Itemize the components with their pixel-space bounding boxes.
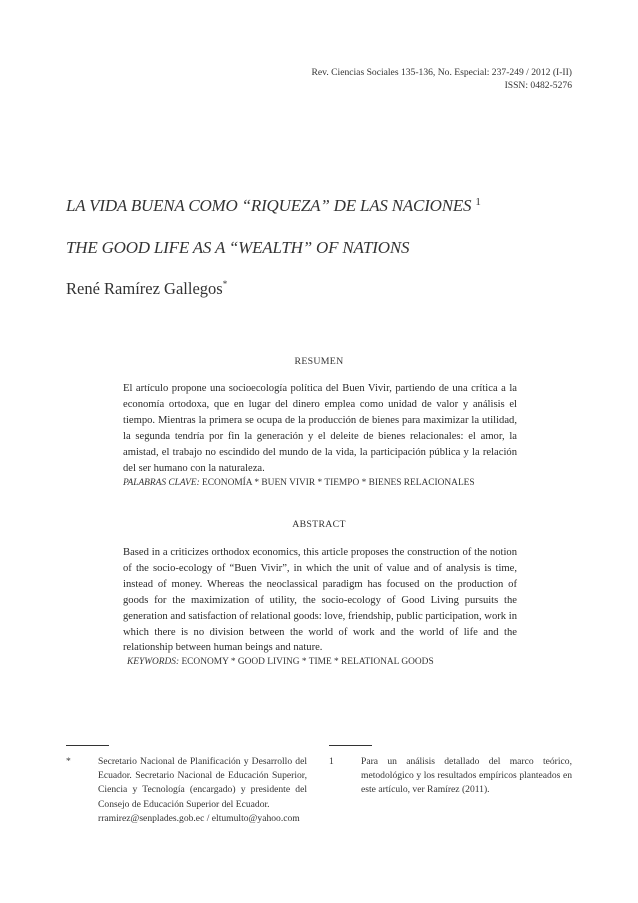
author-footnote-ref[interactable]: * — [222, 279, 228, 289]
journal-header — [312, 66, 572, 92]
author-name-text: René Ramírez Gallegos — [66, 279, 223, 298]
footnote-1 — [329, 755, 572, 798]
journal-citation: Rev. Ciencias Sociales 135-136, No. Especial: 237-249 / 2012 (I-II) — [311, 67, 572, 78]
footnote-author-text: Secretario Nacional de Planificación y Desarrollo del Ecuador. Secretario Nacional de Educación Superior, Ciencia y Tecnología (encargado) y presidente del Consejo de Educación Superior del Ecuador. — [98, 756, 307, 810]
palabras-clave — [123, 478, 475, 488]
abstract-heading: ABSTRACT — [292, 519, 346, 530]
footnote-author — [66, 755, 307, 826]
author-name — [66, 279, 227, 299]
footnote-email[interactable]: rramirez@senplades.gob.ec / eltumulto@yahoo.com — [98, 812, 300, 824]
keywords-label: KEYWORDS: — [127, 657, 180, 667]
title-spanish — [66, 196, 481, 216]
footnote-divider-right — [329, 745, 372, 746]
footnote-1-text: Para un análisis detallado del marco teórico, metodológico y los resultados empíricos planteados en este artículo, ver Ramírez (2011). — [361, 756, 572, 796]
footnote-divider-left — [66, 745, 109, 746]
palabras-clave-values: ECONOMÍA * BUEN VIVIR * TIEMPO * BIENES RELACIONALES — [202, 478, 475, 488]
title-spanish-text: LA VIDA BUENA COMO “RIQUEZA” DE LAS NACIONES — [66, 196, 472, 215]
palabras-clave-label: PALABRAS CLAVE: — [123, 478, 200, 488]
title-english: THE GOOD LIFE AS A “WEALTH” OF NATIONS — [66, 238, 410, 257]
abstract-text: Based in a criticizes orthodox economics, this article proposes the construction of the notion of the socio-ecology of “Buen Vivir”, in which the unit of value and of analysis is time, instead of money. Whereas the neoclassical paradigm has focused on the production of goods for the maximization of utility, the socio-ecology of Good Living pursuits the generation and satisfaction of relational goods: love, friendship, public participation, work in which there is no division between the world of work and the world of life and the relationship between human beings and nature. — [123, 547, 517, 654]
footnote-mark: * — [66, 756, 71, 767]
keywords-values: ECONOMY * GOOD LIVING * TIME * RELATIONAL GOODS — [181, 657, 434, 667]
journal-issn: ISSN: 0482-5276 — [504, 80, 572, 91]
footnote-mark: 1 — [329, 756, 334, 767]
title-footnote-ref[interactable]: 1 — [475, 196, 481, 208]
resumen-heading: RESUMEN — [294, 356, 344, 367]
resumen-text: El artículo propone una socioecología política del Buen Vivir, partiendo de una crítica a la economía ortodoxa, que en lugar del dinero emplea como unidad de valor y análisis el tiempo. Mientras la primera se ocupa de la producción de bienes para maximizar la utilidad, la segunda tendría por fin la generación y el deleite de bienes relacionales: el amor, la amistad, el trabajo no escindido del mundo de la vida, la participación pública y la relación del ser humano con la naturaleza. — [123, 383, 517, 474]
keywords — [127, 657, 434, 667]
